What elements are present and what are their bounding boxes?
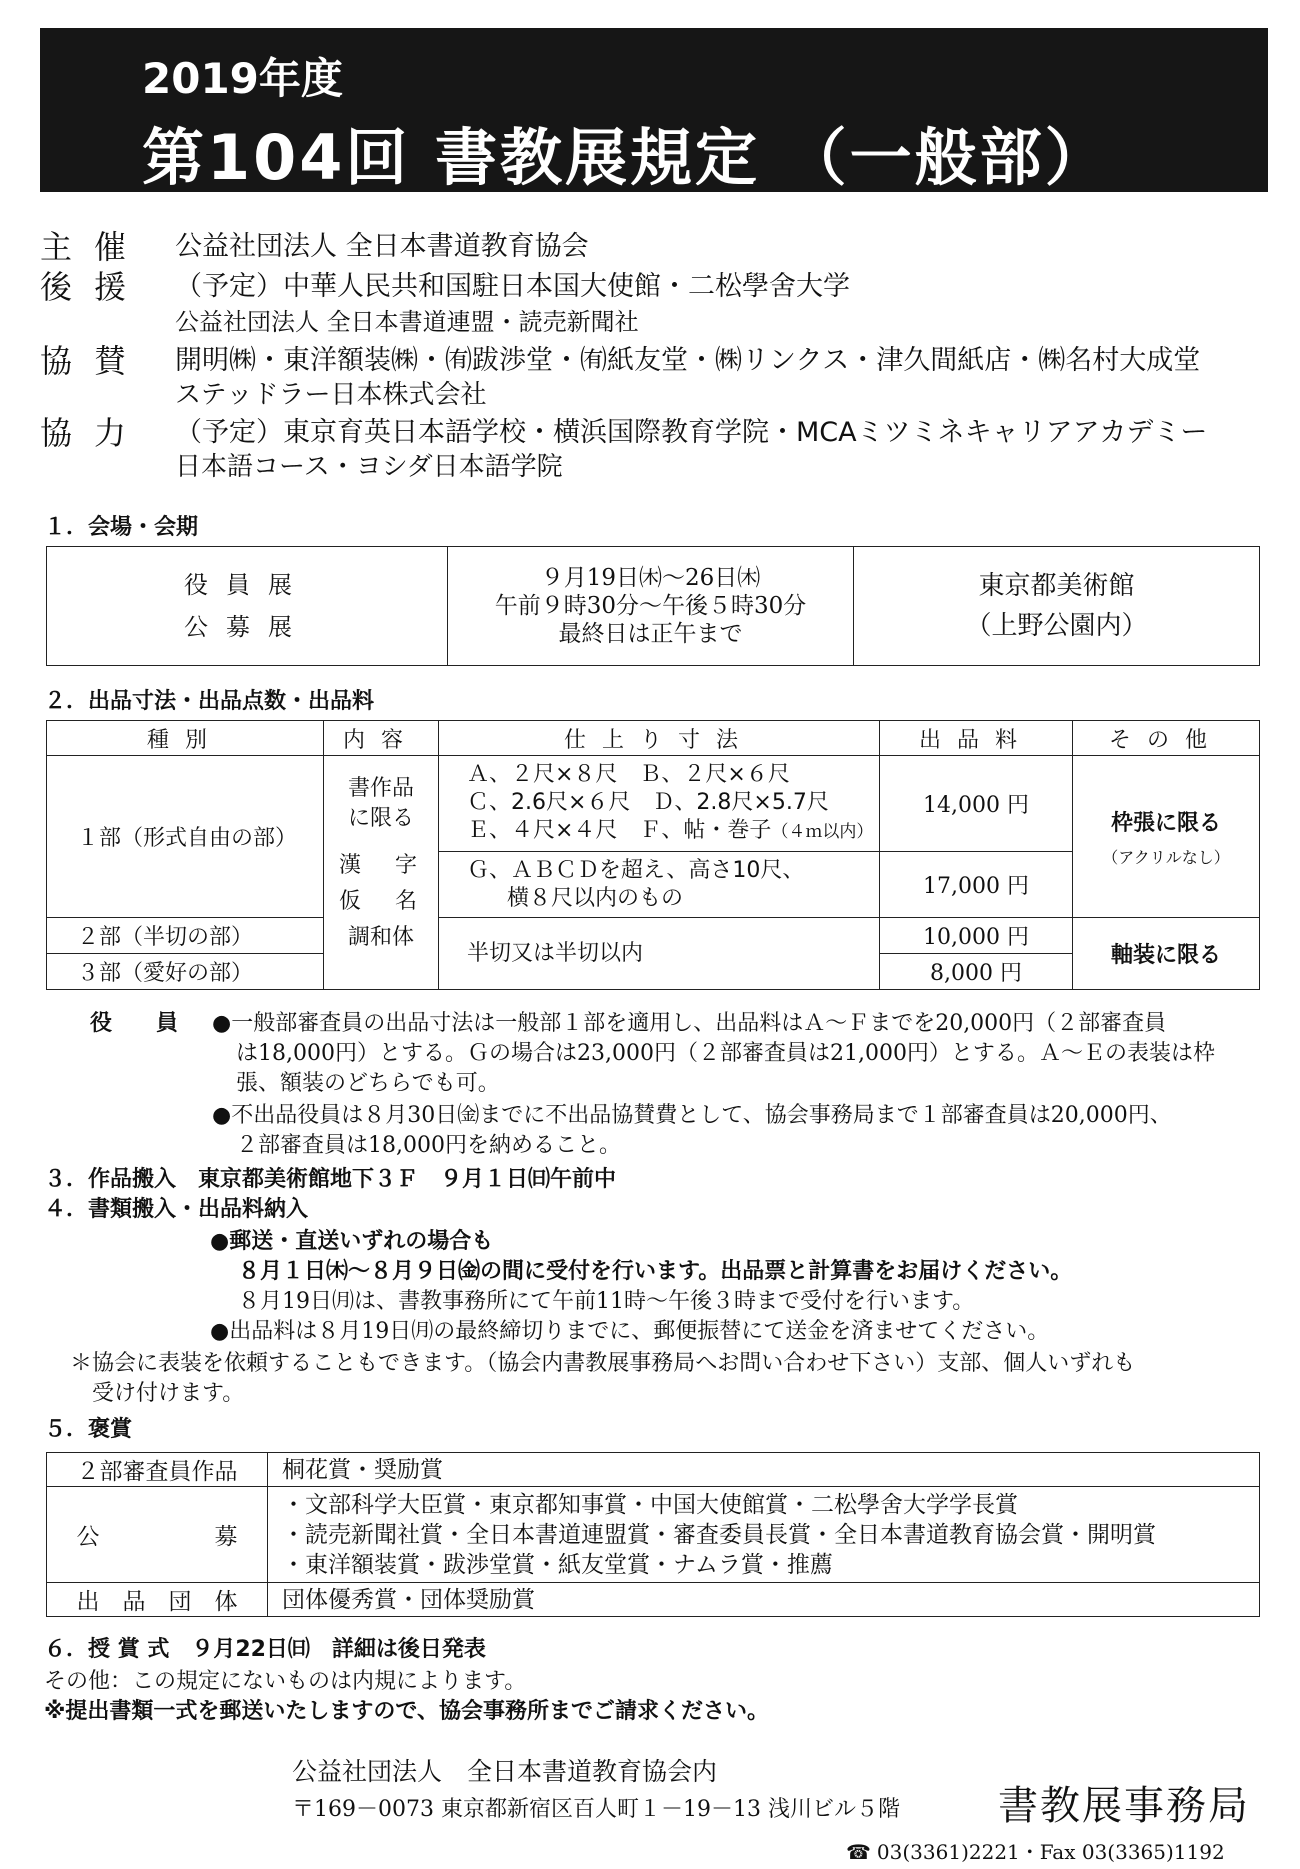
venue-date-range: ９月19日㈭〜26日㈭ (540, 565, 761, 591)
award-public-line-1: ・文部科学大臣賞・東京都知事賞・中国大使館賞・二松學舍大学学長賞 (282, 1491, 1018, 1518)
entry-table (46, 720, 1260, 990)
award-public-line-2: ・読売新聞社賞・全日本書道連盟賞・審査委員長賞・全日本書道教育協会賞・開明賞 (282, 1521, 1156, 1548)
section-4-heading: ４．書類搬入・出品料納入 (44, 1197, 309, 1222)
officer-label: 役 員 (90, 1011, 179, 1036)
size-ef-main: Ｅ、４尺×４尺 Ｆ、帖・巻子 (467, 818, 772, 843)
delivery-note-4: ●出品料は８月19日㈪の最終締切りまでに、郵便振替にて送金を済ませてください。 (210, 1319, 1050, 1344)
content-chowa: 調和体 (347, 924, 414, 950)
officer-note-1: ●一般部審査員の出品寸法は一般部１部を適用し、出品料はＡ〜Ｆまでを20,000円（２部審査員 (212, 1011, 1167, 1036)
phone-icon: ☎ (846, 1840, 871, 1864)
cooperate-label: 協力 (40, 414, 149, 452)
delivery-note-2: ８月１日㈭〜８月９日㈮の間に受付を行います。出品票と計算書をお届けください。 (238, 1259, 1073, 1284)
support-label: 後援 (40, 268, 149, 306)
footer-contact (846, 1836, 1225, 1865)
category-1: １部（形式自由の部） (47, 756, 324, 918)
table-row (47, 756, 1260, 852)
venue-date-cell (448, 547, 854, 666)
header-fee: 出品料 (880, 721, 1073, 756)
table-row (47, 1487, 1260, 1583)
section-1-heading: １．会場・会期 (44, 515, 199, 540)
delivery-note-5: ＊協会に表装を依頼することもできます。（協会内書教展事務局へお問い合わせ下さい）支部、個人いずれも (70, 1351, 1136, 1376)
fee-3: 10,000 円 (880, 918, 1073, 954)
closing-note-1: その他：この規定にないものは内規によります。 (44, 1669, 527, 1694)
officer-note-4: ●不出品役員は８月30日㈮までに不出品協賛費として、協会事務局まで１部審査員は20,000円、 (212, 1103, 1172, 1128)
section-3-heading: ３．作品搬入 東京都美術館地下３Ｆ ９月１日㈰午前中 (44, 1167, 617, 1192)
content-works: 書作品 (347, 775, 414, 801)
category-2: ２部（半切の部） (47, 918, 324, 954)
header-other: その他 (1073, 721, 1260, 756)
officer-note-3: 張、額装のどちらでも可。 (236, 1071, 500, 1096)
venue-place-note: （上野公園内） (965, 611, 1148, 641)
award-label-judges: ２部審査員作品 (47, 1453, 268, 1487)
fee-1: 14,000 円 (880, 756, 1073, 852)
footer-tel: 03(3361)2221・Fax 03(3365)1192 (876, 1840, 1225, 1864)
footer-office: 書教展事務局 (998, 1783, 1250, 1829)
cosponsor-value-2: ステッドラー日本株式会社 (175, 380, 487, 410)
award-table (46, 1452, 1260, 1617)
fee-4: 8,000 円 (880, 954, 1073, 990)
footer-address: 〒169－0073 東京都新宿区百人町１－19－13 浅川ビル５階 (292, 1797, 900, 1822)
table-row (47, 1583, 1260, 1617)
section-2-heading: ２．出品寸法・出品点数・出品料 (44, 689, 375, 714)
size-g: Ｇ、ＡＢＣＤを超え、高さ10尺、 (467, 857, 805, 883)
size-ab: Ａ、２尺×８尺 Ｂ、２尺×６尺 (467, 762, 790, 787)
delivery-note-1: ●郵送・直送いずれの場合も (210, 1229, 494, 1254)
venue-place: 東京都美術館 (978, 571, 1135, 601)
other-cell-1 (1073, 756, 1260, 918)
content-cell-2 (324, 852, 439, 990)
size-ef (467, 817, 879, 846)
header-content: 内容 (324, 721, 439, 756)
cooperate-value-2: 日本語コース・ヨシダ日本語学院 (175, 452, 563, 482)
size-cell-1 (439, 756, 880, 852)
header-size: 仕上り寸法 (439, 721, 880, 756)
size-cell-2 (439, 852, 880, 918)
content-kana: 仮 名 (338, 888, 423, 914)
content-cell-1 (324, 756, 439, 852)
section-5-heading: ５．褒賞 (44, 1417, 133, 1442)
page-title: 第104回 書教展規定 （一般部） (142, 121, 1110, 194)
delivery-note-6: 受け付けます。 (92, 1381, 245, 1406)
venue-last-day: 最終日は正午まで (558, 621, 743, 647)
content-kanji: 漢 字 (338, 852, 423, 878)
cosponsor-value-1: 開明㈱・東洋額装㈱・㈲跋渉堂・㈲紙友堂・㈱リンクス・津久間紙店・㈱名村大成堂 (175, 345, 1201, 376)
other-scroll: 軸装に限る (1073, 918, 1260, 990)
support-value-2: 公益社団法人 全日本書道連盟・読売新聞社 (175, 308, 639, 336)
award-value-group: 団体優秀賞・団体奨励賞 (268, 1583, 1260, 1617)
table-row (47, 1453, 1260, 1487)
closing-note-2: ※提出書類一式を郵送いたしますので、協会事務所までご請求ください。 (44, 1699, 769, 1724)
title-year: 2019年度 (142, 54, 343, 103)
other-frame: 枠張に限る (1110, 810, 1221, 836)
support-value-1: （予定）中華人民共和国駐日本国大使館・二松學舍大学 (175, 271, 850, 302)
size-cd: Ｃ、2.6尺×６尺 Ｄ、2.8尺×5.7尺 (467, 790, 829, 815)
title-banner (40, 28, 1268, 192)
venue-category-public: 公募展 (184, 613, 310, 641)
venue-category-officer: 役員展 (184, 571, 310, 599)
entry-header-row (47, 721, 1260, 756)
footer-organization: 公益社団法人 全日本書道教育協会内 (292, 1757, 718, 1786)
venue-category-cell (47, 547, 448, 666)
sponsor-label: 主催 (40, 228, 149, 266)
cooperate-value-1: （予定）東京育英日本語学校・横浜国際教育学院・MCAミツミネキャリアアカデミー (175, 417, 1208, 448)
venue-table (46, 546, 1260, 666)
venue-place-cell (854, 547, 1260, 666)
section-6-heading: ６．授 賞 式 ９月22日㈰ 詳細は後日発表 (44, 1637, 486, 1662)
cosponsor-label: 協賛 (40, 342, 149, 380)
other-no-acrylic: （アクリルなし） (1102, 847, 1230, 867)
category-3: ３部（愛好の部） (47, 954, 324, 990)
table-row (47, 918, 1260, 954)
award-label-group: 出 品 団 体 (47, 1583, 268, 1617)
fee-2: 17,000 円 (880, 852, 1073, 918)
size-half: 半切又は半切以内 (439, 918, 880, 990)
content-only: に限る (347, 805, 414, 831)
officer-note-2: は18,000円）とする。Ｇの場合は23,000円（２部審査員は21,000円）とする。Ａ〜Ｅの表装は枠 (236, 1041, 1215, 1066)
award-public-line-3: ・東洋額装賞・跋渉堂賞・紙友堂賞・ナムラ賞・推薦 (282, 1551, 833, 1578)
officer-note-5: ２部審査員は18,000円を納めること。 (236, 1133, 621, 1158)
award-value-judges: 桐花賞・奨励賞 (268, 1453, 1260, 1487)
size-g-width: 横８尺以内のもの (507, 885, 684, 911)
sponsor-value: 公益社団法人 全日本書道教育協会 (175, 231, 589, 262)
header-category: 種別 (47, 721, 324, 756)
delivery-note-3: ８月19日㈪は、書教事務所にて午前11時〜午後３時まで受付を行います。 (238, 1289, 975, 1314)
size-ef-note: （４ｍ以内） (771, 822, 874, 842)
award-label-public: 公 募 (47, 1487, 268, 1583)
award-value-public (268, 1487, 1260, 1583)
venue-hours: 午前９時30分〜午後５時30分 (494, 593, 807, 619)
